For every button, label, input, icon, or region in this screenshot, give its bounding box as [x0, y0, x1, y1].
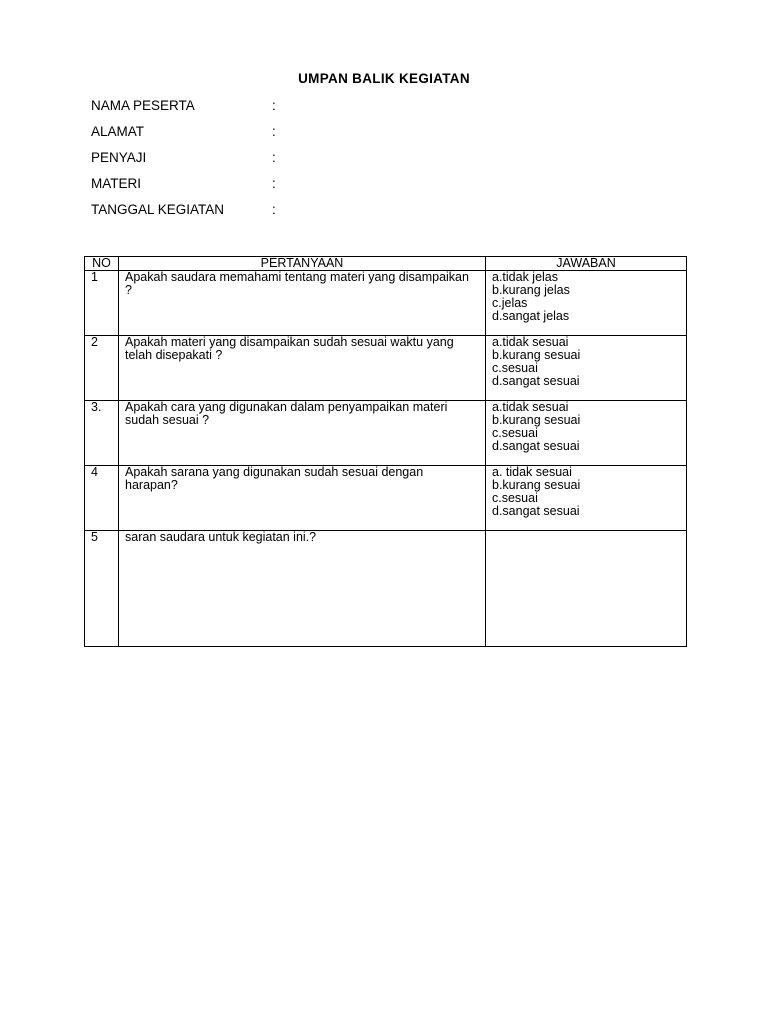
table-row	[85, 336, 687, 401]
answer-option: b.kurang sesuai	[492, 413, 581, 427]
answer-option: a.tidak sesuai	[492, 335, 569, 349]
answer-option: b.kurang sesuai	[492, 478, 581, 492]
answer-option: d.sangat sesuai	[492, 374, 580, 388]
field-colon: :	[272, 202, 276, 217]
answer-option: c.jelas	[492, 296, 528, 310]
field-label: ALAMAT	[91, 124, 145, 139]
row-number: 3.	[85, 401, 119, 466]
feedback-table	[84, 256, 687, 647]
answer-option: d.sangat sesuai	[492, 504, 580, 518]
row-answer-options	[486, 336, 687, 401]
row-answer-options	[486, 271, 687, 336]
row-answer-empty	[486, 531, 687, 647]
row-question: Apakah sarana yang digunakan sudah sesuai dengan harapan?	[119, 466, 486, 531]
row-number: 4	[85, 466, 119, 531]
table-row	[85, 401, 687, 466]
field-colon: :	[272, 176, 276, 191]
answer-option: a.tidak sesuai	[492, 400, 569, 414]
answer-option: a. tidak sesuai	[492, 465, 572, 479]
header-answer: JAWABAN	[486, 257, 687, 271]
row-number: 5	[85, 531, 119, 647]
table-header-row	[85, 257, 687, 271]
row-answer-options	[486, 401, 687, 466]
table-row	[85, 531, 687, 647]
field-label: MATERI	[91, 176, 141, 191]
answer-option: b.kurang jelas	[492, 283, 570, 297]
field-label: TANGGAL KEGIATAN	[91, 202, 225, 217]
answer-option: d.sangat jelas	[492, 309, 570, 323]
answer-option: c.sesuai	[492, 491, 538, 505]
row-question: Apakah cara yang digunakan dalam penyampaikan materi sudah sesuai ?	[119, 401, 486, 466]
answer-option: c.sesuai	[492, 426, 538, 440]
header-no: NO	[85, 257, 119, 271]
field-colon: :	[272, 98, 276, 113]
answer-option: c.sesuai	[492, 361, 538, 375]
field-label: PENYAJI	[91, 150, 147, 165]
answer-option: a.tidak jelas	[492, 270, 559, 284]
field-colon: :	[272, 124, 276, 139]
answer-option: d.sangat sesuai	[492, 439, 580, 453]
answer-option: b.kurang sesuai	[492, 348, 581, 362]
page-title: UMPAN BALIK KEGIATAN	[298, 71, 470, 86]
header-question: PERTANYAAN	[119, 257, 486, 271]
row-question: Apakah materi yang disampaikan sudah sesuai waktu yang telah disepakati ?	[119, 336, 486, 401]
row-number: 2	[85, 336, 119, 401]
row-answer-options	[486, 466, 687, 531]
field-colon: :	[272, 150, 276, 165]
row-number: 1	[85, 271, 119, 336]
row-question: Apakah saudara memahami tentang materi yang disampaikan ?	[119, 271, 486, 336]
field-label: NAMA PESERTA	[91, 98, 195, 113]
table-row	[85, 271, 687, 336]
row-question: saran saudara untuk kegiatan ini.?	[119, 531, 486, 647]
table-row	[85, 466, 687, 531]
